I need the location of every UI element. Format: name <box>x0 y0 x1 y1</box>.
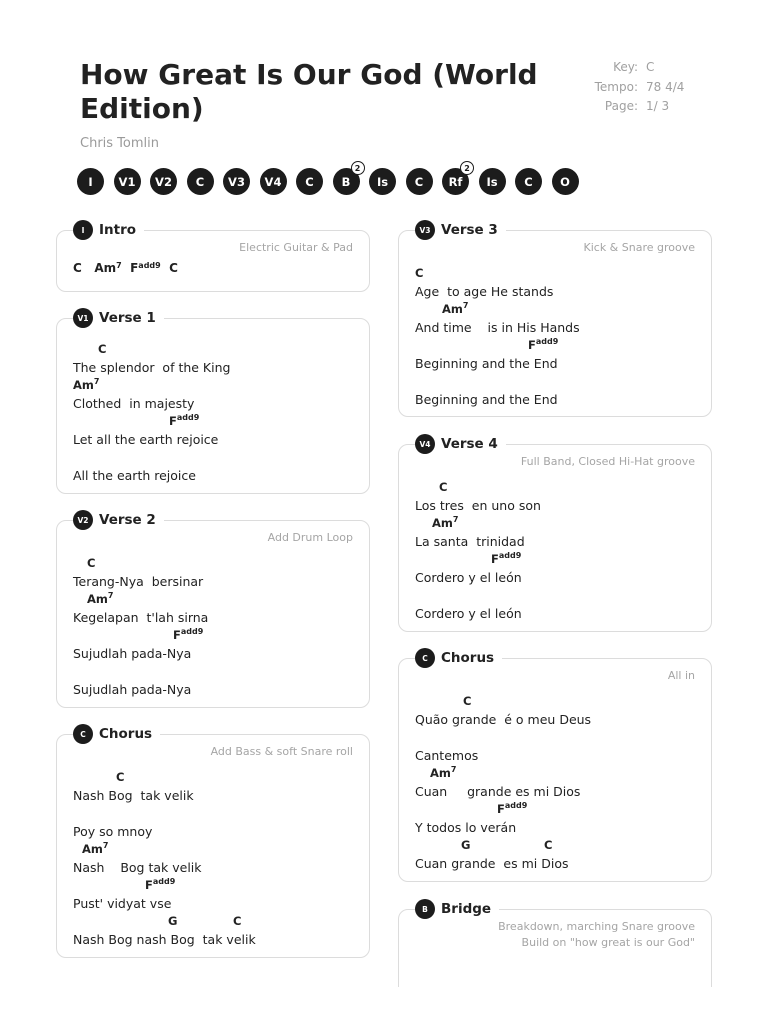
meta-key: Key: C <box>613 60 655 74</box>
chord: C <box>463 694 472 708</box>
section-note: Add Drum Loop <box>267 531 353 544</box>
chord: Am$^7$ <box>430 765 457 780</box>
meta-tempo: Tempo: 78 4/4 <box>594 79 685 94</box>
lyric-text: La santa trinidad <box>415 534 525 549</box>
roadmap-pill[interactable]: C <box>296 168 323 195</box>
section-title: Chorus <box>441 650 495 666</box>
roadmap-pill[interactable]: Rf 2 <box>442 168 469 195</box>
section-verse-1 <box>56 310 370 494</box>
chord: C <box>116 770 125 784</box>
lyric-text: Cuan grande es mi Dios <box>415 856 569 871</box>
section-badge: V1 <box>73 308 93 328</box>
section-intro <box>56 222 370 292</box>
lyric-text: And time is in His Hands <box>415 320 580 335</box>
section-note: Electric Guitar & Pad <box>239 241 353 254</box>
song-meta <box>580 58 696 117</box>
roadmap-pill[interactable]: C <box>406 168 433 195</box>
lyric-text: Beginning and the End <box>415 356 558 371</box>
section-title: Verse 2 <box>99 512 156 528</box>
lyric-text: The splendor of the King <box>73 360 231 375</box>
section-title: Bridge <box>441 901 492 917</box>
section-header <box>415 220 506 240</box>
lyric-text: Nash Bog tak velik <box>73 860 202 875</box>
song-title: How Great Is Our God (World Edition) <box>80 58 538 125</box>
section-title: Verse 1 <box>99 310 156 326</box>
roadmap-pill[interactable]: C <box>187 168 214 195</box>
repeat-count-badge: 2 <box>460 161 474 175</box>
section-note: Kick & Snare groove <box>583 241 695 254</box>
lyric-text: Nash Bog nash Bog tak velik <box>73 932 256 947</box>
section-chorus-right <box>398 650 712 882</box>
section-badge: C <box>415 648 435 668</box>
chord: Am$^7$ <box>442 301 469 316</box>
section-badge: B <box>415 899 435 919</box>
meta-page: Page: 1/ 3 <box>604 99 670 113</box>
section-header <box>73 308 164 328</box>
lyric-text: Terang-Nya bersinar <box>73 574 204 589</box>
lyric-text: Cuan grande es mi Dios <box>415 784 581 799</box>
lyric-text: Nash Bog tak velik <box>73 788 194 803</box>
chord: Am$^7$ <box>87 591 114 606</box>
lyric-text: Cordero y el león <box>415 606 522 621</box>
section-verse-2 <box>56 512 370 708</box>
lyric-text: Age to age He stands <box>415 284 554 299</box>
chord: C <box>73 261 82 275</box>
roadmap-pill[interactable]: O <box>552 168 579 195</box>
lyric-text: All the earth rejoice <box>73 468 196 483</box>
song-roadmap <box>77 163 588 195</box>
chord: $F^{add9}$ <box>528 337 559 352</box>
chord: $F^{add9}$ <box>169 413 200 428</box>
roadmap-pill[interactable]: V2 <box>150 168 177 195</box>
chord: G <box>461 838 471 852</box>
section-verse-4 <box>398 436 712 632</box>
chord: C <box>415 266 424 280</box>
section-note: Add Bass & soft Snare roll <box>210 745 353 758</box>
chord: Am$^7$ <box>432 515 459 530</box>
roadmap-pill[interactable]: Is <box>479 168 506 195</box>
section-header <box>415 434 506 454</box>
chord: G <box>168 914 178 928</box>
section-header <box>415 648 502 668</box>
chord: C <box>87 556 96 570</box>
lyric-text: Sujudlah pada-Nya <box>73 682 192 697</box>
lyric-text: Quão grande é o meu Deus <box>415 712 592 727</box>
lyric-text: Sujudlah pada-Nya <box>73 646 192 661</box>
roadmap-pill[interactable]: V3 <box>223 168 250 195</box>
lyric-text: Los tres en uno son <box>415 498 541 513</box>
chord: Am$^7$ <box>73 377 100 392</box>
roadmap-pill[interactable]: V4 <box>260 168 287 195</box>
chord: C <box>544 838 553 852</box>
section-chorus-left <box>56 726 370 958</box>
chord: $F^{add9}$ <box>491 551 522 566</box>
section-note: All in <box>667 669 695 682</box>
intro-chords: C Am$^7$ $F^{add9}$ C <box>73 261 178 275</box>
section-title: Verse 3 <box>441 222 498 238</box>
lyric-text: Poy so mnoy <box>73 824 153 839</box>
lyric-text: Pust' vidyat vse <box>73 896 172 911</box>
section-header <box>73 220 144 240</box>
section-badge: I <box>73 220 93 240</box>
chord: Am <box>94 261 117 275</box>
lyric-text: Kegelapan t'lah sirna <box>73 610 209 625</box>
lyric-text: Clothed in majesty <box>73 396 195 411</box>
section-header <box>415 899 499 919</box>
lyric-text: Beginning and the End <box>415 392 558 407</box>
section-title: Verse 4 <box>441 436 498 452</box>
section-header <box>73 724 160 744</box>
lyric-text: Y todos lo verán <box>415 820 517 835</box>
song-artist: Chris Tomlin <box>80 136 159 151</box>
roadmap-pill[interactable]: I <box>77 168 104 195</box>
roadmap-pill[interactable]: B 2 <box>333 168 360 195</box>
lyric-text: Let all the earth rejoice <box>73 432 219 447</box>
chord: Am$^7$ <box>82 841 109 856</box>
section-badge: V3 <box>415 220 435 240</box>
chord: C <box>439 480 448 494</box>
repeat-count-badge: 2 <box>351 161 365 175</box>
roadmap-pill[interactable]: V1 <box>114 168 141 195</box>
chord: C <box>98 342 107 356</box>
lyric-text: Cordero y el león <box>415 570 522 585</box>
section-title: Chorus <box>99 726 153 742</box>
lyric-text: Cantemos <box>415 748 479 763</box>
chord: $F^{add9}$ <box>145 877 176 892</box>
chord: $F^{add9}$ <box>497 801 528 816</box>
section-note: Full Band, Closed Hi-Hat groove <box>520 455 695 468</box>
section-badge: V2 <box>73 510 93 530</box>
section-badge: C <box>73 724 93 744</box>
section-note: Breakdown, marching Snare groove Build on "how great is our God" <box>498 920 695 949</box>
section-title: Intro <box>99 222 137 238</box>
roadmap-pill[interactable]: C <box>515 168 542 195</box>
chord: $F^{add9}$ <box>173 627 204 642</box>
section-header <box>73 510 164 530</box>
chord: F <box>130 261 139 275</box>
section-badge: V4 <box>415 434 435 454</box>
page-cutoff <box>0 987 768 1024</box>
roadmap-pill[interactable]: Is <box>369 168 396 195</box>
chord: C <box>169 261 178 275</box>
section-verse-3 <box>398 222 712 417</box>
chord: C <box>233 914 242 928</box>
